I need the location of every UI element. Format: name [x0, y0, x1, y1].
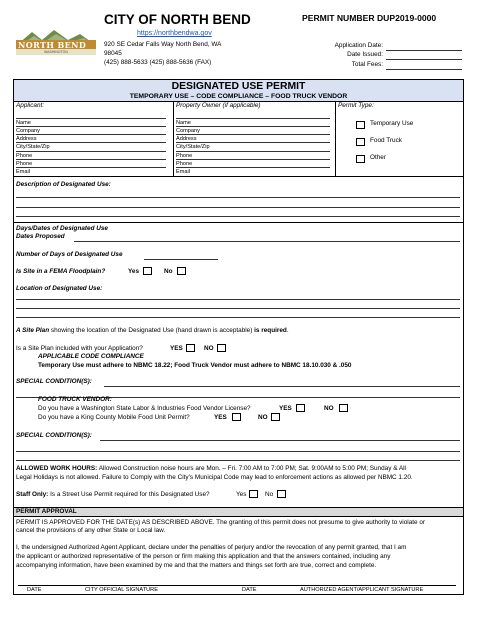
applicant-fields [16, 111, 168, 176]
address-line1: 920 SE Cedar Falls Way North Bend, WA [104, 41, 222, 48]
food-truck-q1-no-checkbox[interactable] [339, 404, 348, 412]
field-label: Phone [16, 160, 33, 167]
owner-field-phone1[interactable] [176, 144, 332, 159]
site-plan-no-checkbox[interactable] [217, 344, 226, 352]
approval-p2a: I, the undersigned Authorized Agent Applicant, declare under the penalties of perjury and/or the revocation of any permit granted, that I am [16, 544, 407, 551]
food-truck-q2-no-label: NO [258, 414, 268, 421]
owner-field-company[interactable] [176, 119, 332, 134]
logo-text: NORTH BEND [18, 40, 87, 50]
description-line-1[interactable] [16, 197, 460, 198]
code-heading: APPLICABLE CODE COMPLIANCE [38, 353, 144, 360]
approval-heading: PERMIT APPROVAL [16, 508, 77, 515]
food-truck-q2-no-checkbox[interactable] [271, 413, 280, 421]
total-fees-field[interactable] [386, 69, 462, 70]
approval-p1a: PERMIT IS APPROVED FOR THE DATE(s) AS DESCRIBED ABOVE. The granting of this permit does not presume to give authority to violate or [16, 519, 426, 526]
location-line-1[interactable] [16, 299, 460, 300]
site-plan-required: is required [254, 327, 287, 334]
signature-line[interactable] [18, 585, 456, 586]
site-plan-dot: . [286, 327, 289, 334]
permit-number: PERMIT NUMBER DUP2019-0000 [302, 13, 437, 23]
applicant-field-address[interactable] [16, 127, 168, 143]
signature-applicant: AUTHORIZED AGENT/APPLICANT SIGNATURE [300, 587, 424, 593]
divider-description-bottom [13, 222, 464, 223]
divider-contact-bottom [13, 176, 464, 177]
number-days-label: Number of Days of Designated Use [16, 251, 123, 258]
fema-no-label: No [164, 268, 173, 275]
applicant-field-name[interactable] [16, 111, 168, 126]
staff-no-label: No [265, 491, 274, 498]
site-plan-no-label: NO [204, 345, 214, 352]
food-truck-q1: Do you have a Washington State Labor & Industries Food Vendor License? [38, 405, 251, 412]
staff-no-checkbox[interactable] [277, 490, 286, 498]
phone-numbers: (425) 888-5633 (425) 888-5636 (FAX) [104, 59, 212, 66]
approval-p2c: accompanying information, have been examined by me and that the matters and things set forth are true, correct and complete. [16, 562, 377, 569]
option-food-truck: Food Truck [370, 137, 402, 144]
owner-heading: Property Owner (if applicable) [176, 102, 261, 109]
city-name: CITY OF NORTH BEND [104, 12, 251, 27]
site-plan-text: showing the location of the Designated Use (hand drawn is acceptable) [49, 327, 255, 334]
site-plan-statement [16, 327, 289, 335]
field-label: Company [176, 127, 200, 134]
signature-date-1: DATE [27, 587, 42, 593]
staff-only-text: Is a Street Use Permit required for this Designated Use? [48, 491, 210, 498]
city-logo [14, 26, 98, 56]
work-hours-line1 [16, 465, 406, 473]
approval-p1b: cancel the provisions of any other State or Local law. [16, 527, 166, 534]
permit-title: DESIGNATED USE PERMIT [171, 81, 306, 92]
field-label: Name [16, 119, 31, 126]
total-fees-label: Total Fees: [351, 61, 383, 68]
food-truck-q1-yes-label: YES [279, 405, 292, 412]
food-truck-q1-yes-checkbox[interactable] [296, 404, 305, 412]
divider-owner-type [335, 102, 336, 176]
number-days-field[interactable] [144, 259, 218, 260]
applicant-field-company[interactable] [16, 119, 168, 134]
special-conditions-2-line-2[interactable] [16, 451, 460, 452]
divider-applicant-owner [173, 102, 174, 176]
field-label: Phone [16, 152, 33, 159]
field-label: Email [16, 169, 30, 176]
field-label: Phone [176, 152, 193, 159]
date-issued-field[interactable] [386, 59, 462, 60]
fema-yes-checkbox[interactable] [143, 267, 152, 275]
food-truck-q2-yes-label: YES [214, 414, 227, 421]
site-plan-lead: A Site Plan [16, 327, 50, 334]
field-label: Company [16, 127, 40, 134]
description-line-3[interactable] [16, 216, 460, 217]
staff-only-lead: Staff Only: [16, 491, 49, 498]
option-other: Other [370, 154, 386, 161]
checkbox-temporary-use[interactable] [356, 121, 365, 129]
food-truck-q2-yes-checkbox[interactable] [232, 413, 241, 421]
special-conditions-2-line-1[interactable] [100, 440, 460, 441]
fema-yes-label: Yes [128, 268, 140, 275]
owner-field-city[interactable] [176, 135, 332, 151]
applicant-field-phone2[interactable] [16, 152, 168, 167]
staff-only-line [16, 491, 210, 499]
dates-proposed-field[interactable] [74, 241, 460, 242]
signature-city-official: CITY OFFICIAL SIGNATURE [85, 587, 158, 593]
address-line2: 98045 [104, 50, 122, 57]
special-conditions-2-label: SPECIAL CONDITION(S): [16, 432, 92, 439]
approval-p2b: the applicant or authorized representative of the person or firm making this application and that the answers contained, including any [16, 553, 391, 560]
special-conditions-2-line-3[interactable] [16, 460, 460, 461]
location-line-3[interactable] [16, 317, 460, 318]
days-label: Days/Dates of Designated Use [16, 225, 108, 232]
staff-yes-checkbox[interactable] [249, 490, 258, 498]
application-date-field[interactable] [386, 50, 462, 51]
option-temporary-use: Temporary Use [370, 120, 414, 127]
fema-label: Is Site in a FEMA Floodplain? [16, 268, 106, 275]
owner-field-address[interactable] [176, 127, 332, 143]
field-label: City/State/Zip [16, 144, 50, 151]
applicant-field-email[interactable] [16, 160, 168, 176]
checkbox-food-truck[interactable] [356, 138, 365, 146]
staff-yes-label: Yes [236, 491, 247, 498]
permit-subtitle: TEMPORARY USE – CODE COMPLIANCE – FOOD TRUCK VENDOR [129, 93, 348, 100]
dates-proposed-label: Dates Proposed [16, 233, 65, 240]
work-hours-line2: Legal Holidays is not allowed. Failure to Comply with the City’s Municipal Code may lead to enforcement actions as allowed per NBMC 1.20. [16, 474, 413, 481]
field-label: Phone [176, 160, 193, 167]
location-line-2[interactable] [16, 308, 460, 309]
applicant-field-city[interactable] [16, 135, 168, 151]
approval-band [14, 507, 463, 517]
food-truck-q2: Do you have a King County Mobile Food Unit Permit? [38, 414, 190, 421]
owner-field-phone2[interactable] [176, 152, 332, 167]
special-conditions-1-label: SPECIAL CONDITION(S): [16, 378, 92, 385]
description-line-2[interactable] [16, 207, 460, 208]
field-label: City/State/Zip [176, 144, 210, 151]
food-truck-heading: FOOD TRUCK VENDOR: [38, 396, 112, 403]
description-label: Description of Designated Use: [16, 181, 111, 188]
owner-fields [176, 111, 332, 176]
site-plan-question: Is a Site Plan included with your Application? [16, 345, 143, 352]
field-label: Address [16, 136, 37, 143]
city-url-link[interactable]: https://northbendwa.gov [137, 30, 212, 37]
work-hours-text: Allowed Construction noise hours are Mon. – Fri. 7:00 AM to 7:00 PM; Sat. 9:00AM to 5:00 PM; Sunday & All [97, 465, 406, 472]
applicant-heading: Applicant: [16, 102, 45, 109]
code-text: Temporary Use must adhere to NBMC 18.22; Food Truck Vendor must adhere to NBMC 18.10.030 & .050 [38, 362, 352, 369]
field-label: Name [176, 119, 191, 126]
site-plan-yes-checkbox[interactable] [186, 344, 195, 352]
site-plan-yes-label: YES [170, 345, 183, 352]
applicant-field-phone1[interactable] [16, 144, 168, 159]
date-issued-label: Date Issued: [347, 51, 383, 58]
signature-date-2: DATE [242, 587, 257, 593]
food-truck-q1-no-label: NO [324, 405, 334, 412]
fema-no-checkbox[interactable] [177, 267, 186, 275]
logo-subtext: WASHINGTON [44, 49, 68, 54]
application-date-label: Application Date: [334, 42, 383, 49]
location-label: Location of Designated Use: [16, 285, 103, 292]
owner-field-email[interactable] [176, 160, 332, 176]
work-hours-lead: ALLOWED WORK HOURS: [16, 465, 98, 472]
field-label: Email [176, 169, 190, 176]
permit-type-heading: Permit Type: [338, 102, 374, 109]
checkbox-other[interactable] [356, 155, 365, 163]
field-label: Address [176, 136, 197, 143]
special-conditions-1-line-1[interactable] [104, 386, 460, 387]
owner-field-name[interactable] [176, 111, 332, 126]
